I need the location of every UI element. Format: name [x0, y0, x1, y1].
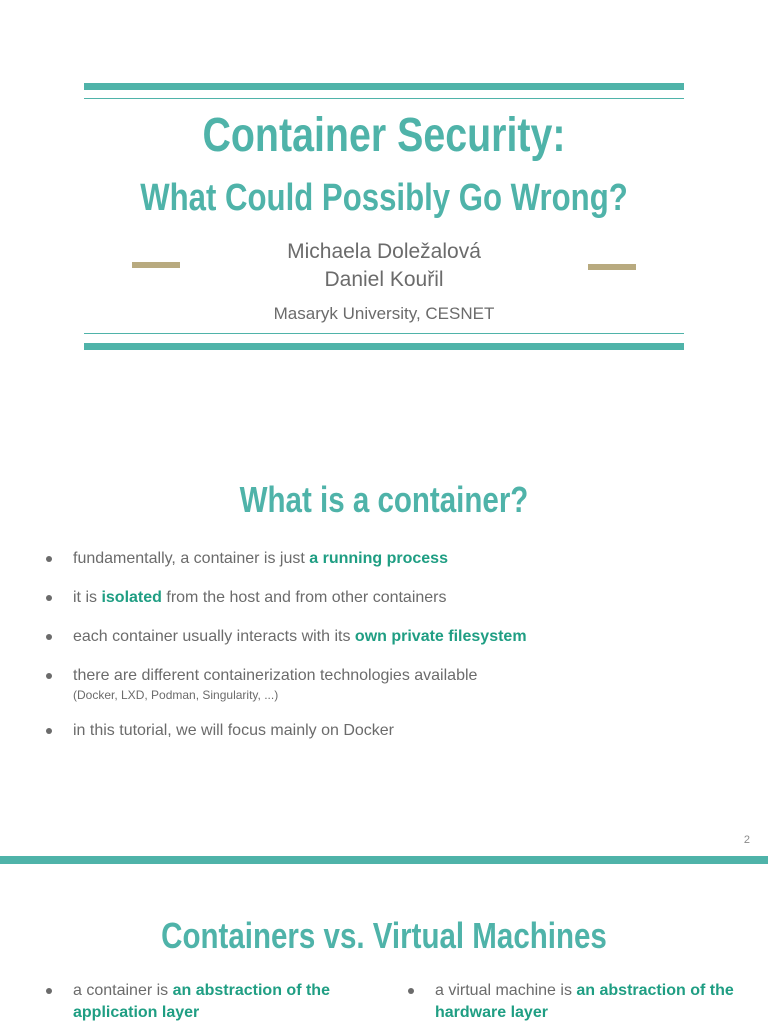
list-item: fundamentally, a container is just a running process	[46, 548, 736, 570]
content-slide	[0, 420, 768, 856]
author-name: Michaela Doležalová	[287, 240, 481, 263]
comparison-slide	[0, 864, 768, 1024]
bullet-icon	[46, 634, 52, 640]
technology-examples: (Docker, LXD, Podman, Singularity, ...)	[73, 688, 279, 702]
list-item: a container is an abstraction of the application layer	[46, 980, 356, 1024]
affiliation: Masaryk University, CESNET	[273, 304, 495, 323]
slide-title: Container Security:	[202, 109, 566, 162]
bullet-icon	[46, 595, 52, 601]
bottom-thin-rule	[84, 333, 684, 334]
bullet-list	[46, 548, 736, 742]
bullet-icon	[46, 673, 52, 679]
vm-column	[408, 980, 738, 1024]
bottom-thick-rule	[84, 343, 684, 350]
bullet-icon	[46, 556, 52, 562]
bullet-icon	[46, 728, 52, 734]
list-item: each container usually interacts with its own private filesystem	[46, 626, 736, 648]
title-slide	[0, 0, 768, 400]
list-item: a virtual machine is an abstraction of the hardware layer	[408, 980, 738, 1024]
list-item: there are different containerization technologies available (Docker, LXD, Podman, Singularity, ...)	[46, 665, 736, 703]
top-thin-rule	[84, 98, 684, 99]
slide-title: What is a container?	[239, 479, 529, 520]
list-item: in this tutorial, we will focus mainly on Docker	[46, 720, 736, 742]
top-thick-rule	[84, 83, 684, 90]
container-column	[46, 980, 356, 1024]
bullet-icon	[46, 988, 52, 994]
slide-subtitle: What Could Possibly Go Wrong?	[140, 177, 628, 219]
list-item: it is isolated from the host and from other containers	[46, 587, 736, 609]
slide-divider	[0, 856, 768, 864]
author-name: Daniel Kouřil	[324, 268, 444, 291]
page-number: 2	[743, 834, 750, 846]
bullet-icon	[408, 988, 414, 994]
slide-title: Containers vs. Virtual Machines	[161, 915, 607, 956]
